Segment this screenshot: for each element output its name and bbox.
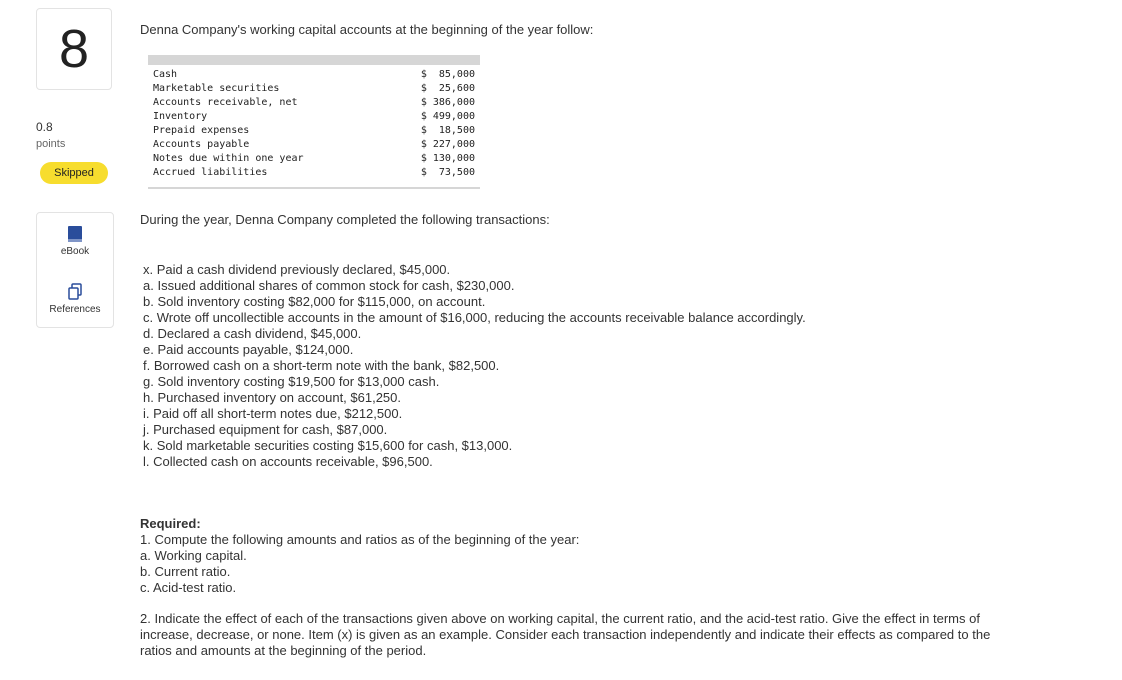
points-value: 0.8 [36, 120, 53, 134]
documents-icon [67, 283, 83, 301]
account-label: Cash [153, 69, 178, 80]
required-section [140, 516, 1020, 659]
list-item: x. Paid a cash dividend previously declared, $45,000. [143, 262, 451, 277]
table-row [153, 96, 475, 110]
table-bottom-rule [148, 187, 480, 189]
ebook-link[interactable] [37, 225, 113, 257]
account-label: Prepaid expenses [153, 125, 250, 136]
question-number: 8 [36, 8, 112, 90]
table-row [153, 68, 475, 82]
table-row [153, 138, 475, 152]
table-row [153, 166, 475, 180]
account-label: Inventory [153, 111, 208, 122]
table-row [153, 82, 475, 96]
table-row [153, 124, 475, 138]
account-value: $ 85,000 [420, 69, 475, 80]
table-top-rule [148, 55, 480, 65]
list-item: i. Paid off all short-term notes due, $212,500. [143, 406, 403, 421]
required-item: c. Acid-test ratio. [140, 580, 237, 595]
table-row [153, 110, 475, 124]
account-value: $ 73,500 [420, 167, 475, 178]
account-label: Accounts payable [153, 139, 250, 150]
ebook-label: eBook [60, 246, 90, 257]
list-item: d. Declared a cash dividend, $45,000. [143, 326, 362, 341]
account-value: $ 130,000 [420, 153, 475, 164]
status-badge: Skipped [40, 162, 108, 184]
list-item: j. Purchased equipment for cash, $87,000. [143, 422, 388, 437]
required-item: a. Working capital. [140, 548, 247, 563]
list-item: a. Issued additional shares of common stock for cash, $230,000. [143, 278, 515, 293]
account-value: $ 499,000 [420, 111, 475, 122]
accounts-table [148, 55, 480, 190]
list-item: k. Sold marketable securities costing $15,600 for cash, $13,000. [143, 438, 513, 453]
required-part2: 2. Indicate the effect of each of the transactions given above on working capital, the current ratio, and the acid-test ratio. Give the effect in terms of increase, decrease, or none. Item (x) is given as an example. Consider each transaction independently and indicate their effects as compared to the ratios and amounts at the beginning of the period. [140, 611, 991, 658]
list-item: f. Borrowed cash on a short-term note with the bank, $82,500. [143, 358, 500, 373]
references-link[interactable] [37, 283, 113, 315]
question-intro: Denna Company's working capital accounts at the beginning of the year follow: [140, 22, 594, 37]
resources-panel [36, 212, 114, 328]
required-part1: 1. Compute the following amounts and ratios as of the beginning of the year: [140, 532, 580, 547]
account-label: Accounts receivable, net [153, 97, 298, 108]
account-value: $ 386,000 [420, 97, 475, 108]
account-label: Notes due within one year [153, 153, 304, 164]
list-item: l. Collected cash on accounts receivable, $96,500. [143, 454, 433, 469]
list-item: g. Sold inventory costing $19,500 for $13,000 cash. [143, 374, 440, 389]
list-item: c. Wrote off uncollectible accounts in the amount of $16,000, reducing the accounts receivable balance accordingly. [143, 310, 806, 325]
list-item: b. Sold inventory costing $82,000 for $115,000, on account. [143, 294, 486, 309]
references-label: References [49, 304, 101, 315]
required-item: b. Current ratio. [140, 564, 231, 579]
transactions-intro: During the year, Denna Company completed the following transactions: [140, 212, 550, 227]
required-heading: Required: [140, 516, 201, 531]
book-icon [67, 225, 83, 243]
account-value: $ 25,600 [420, 83, 475, 94]
account-value: $ 18,500 [420, 125, 475, 136]
list-item: e. Paid accounts payable, $124,000. [143, 342, 354, 357]
account-label: Accrued liabilities [153, 167, 268, 178]
table-row [153, 152, 475, 166]
account-label: Marketable securities [153, 83, 280, 94]
list-item: h. Purchased inventory on account, $61,250. [143, 390, 402, 405]
points-label: points [36, 138, 66, 150]
account-value: $ 227,000 [420, 139, 475, 150]
transactions-list [143, 262, 806, 470]
